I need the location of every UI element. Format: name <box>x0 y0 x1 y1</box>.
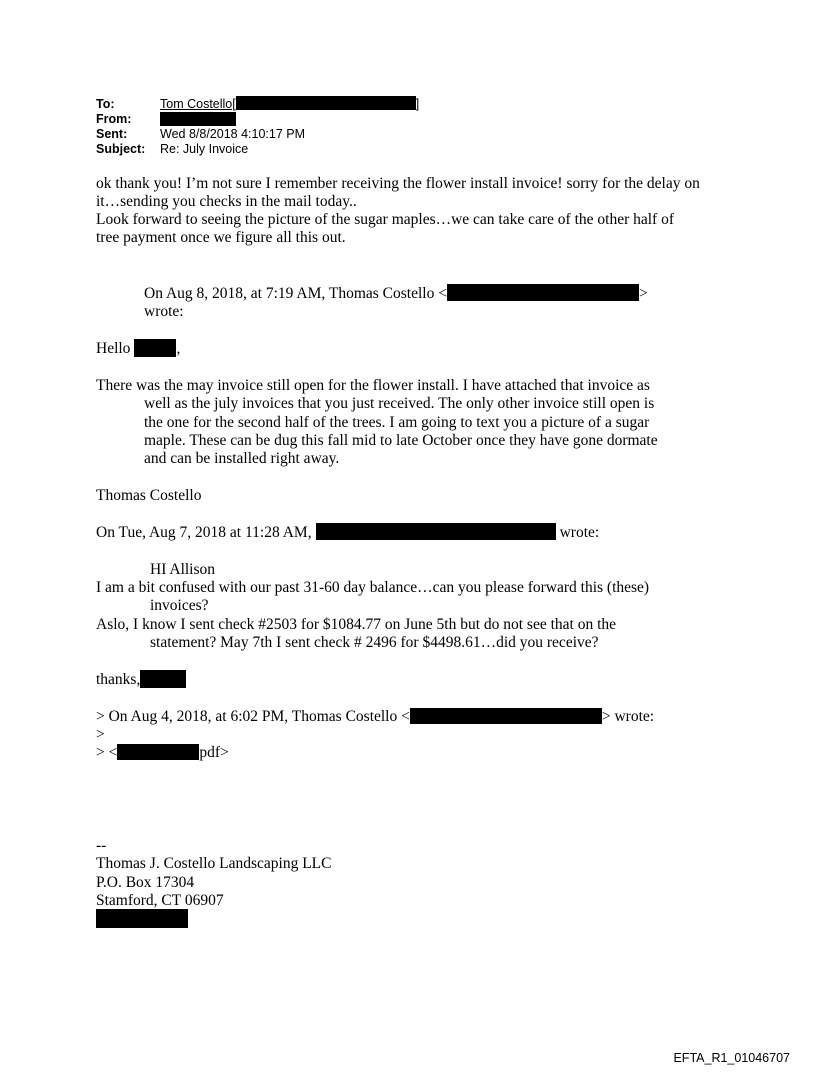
reply-line-4: tree payment once we figure all this out. <box>96 229 346 246</box>
quote2-wrote: wrote: <box>559 524 600 541</box>
redaction-box <box>134 339 176 357</box>
signature-company: Thomas J. Costello Landscaping LLC <box>96 855 332 872</box>
quote2-greeting: HI Allison <box>150 561 216 578</box>
quote3-line-2: > <box>96 726 105 743</box>
sent-value: Wed 8/8/2018 4:10:17 PM <box>160 127 306 141</box>
quote2-intro-text: On Tue, Aug 7, 2018 at 11:28 AM, <box>96 524 312 541</box>
redaction-box <box>447 284 639 301</box>
quote3-wrote: > wrote: <box>601 708 655 725</box>
quote1-para-line-4: maple. These can be dug this fall mid to late October once they have gone dormate <box>144 432 658 449</box>
to-name: Tom Costello[ <box>160 97 236 111</box>
quote1-para-line-5: and can be installed right away. <box>144 450 340 467</box>
to-value <box>160 97 419 112</box>
reply-line-2: it…sending you checks in the mail today.. <box>96 193 357 210</box>
to-close-bracket: ] <box>415 97 420 111</box>
subject-label: Subject: <box>96 142 146 156</box>
subject-value: Re: July Invoice <box>160 142 249 156</box>
quote1-wrote: wrote: <box>144 303 184 320</box>
hello-comma: , <box>176 340 181 357</box>
redaction-box <box>236 96 416 110</box>
quote3-line-3 <box>96 744 229 762</box>
quote1-para-line-3: the one for the second half of the trees. I am going to text you a picture of a sugar <box>144 414 650 431</box>
quote2-line-3: Aslo, I know I sent check #2503 for $1084.77 on June 5th but do not see that on the <box>96 616 617 633</box>
to-label: To: <box>96 97 115 111</box>
from-label: From: <box>96 112 132 126</box>
from-value <box>160 111 236 126</box>
redaction-box <box>410 708 602 724</box>
email-header <box>96 97 496 159</box>
attachment-ext: pdf> <box>199 744 229 761</box>
redaction-box <box>160 112 236 126</box>
quote1-hello <box>96 340 180 358</box>
quote2-line-1: I am a bit confused with our past 31-60 day balance…can you please forward this (these) <box>96 579 650 596</box>
quote1-intro-text: On Aug 8, 2018, at 7:19 AM, Thomas Costello < <box>144 285 447 302</box>
quote1-intro <box>144 285 648 303</box>
reply-line-1: ok thank you! I’m not sure I remember receiving the flower install invoice! sorry for the delay on <box>96 175 700 192</box>
quote1-signoff: Thomas Costello <box>96 487 202 504</box>
quote3-line-1 <box>96 708 654 726</box>
quote2-line-2: invoices? <box>150 597 209 614</box>
redaction-box <box>117 744 199 760</box>
reply-line-3: Look forward to seeing the picture of the sugar maples…we can take care of the other half of <box>96 211 675 228</box>
quote1-para-line-1: There was the may invoice still open for the flower install. I have attached that invoice as <box>96 377 650 394</box>
document-id: EFTA_R1_01046707 <box>673 1051 790 1065</box>
signature-city: Stamford, CT 06907 <box>96 892 224 909</box>
signature-dashes: -- <box>96 837 107 854</box>
quote2-thanks <box>96 671 186 689</box>
signature-po-box: P.O. Box 17304 <box>96 874 195 891</box>
quote2-intro <box>96 524 599 542</box>
redaction-box <box>96 909 188 928</box>
redaction-box <box>140 670 186 688</box>
thanks-text: thanks, <box>96 671 141 688</box>
hello-text: Hello <box>96 340 131 357</box>
quote1-intro-bracket: > <box>638 285 648 302</box>
sent-label: Sent: <box>96 127 128 141</box>
quote1-para-line-2: well as the july invoices that you just received. The only other invoice still open is <box>144 395 655 412</box>
quote3-intro-text: > On Aug 4, 2018, at 6:02 PM, Thomas Costello < <box>96 708 410 725</box>
redaction-box <box>316 523 556 540</box>
quote2-line-4: statement? May 7th I sent check # 2496 for $4498.61…did you receive? <box>150 634 599 651</box>
attachment-open: > < <box>96 744 118 761</box>
